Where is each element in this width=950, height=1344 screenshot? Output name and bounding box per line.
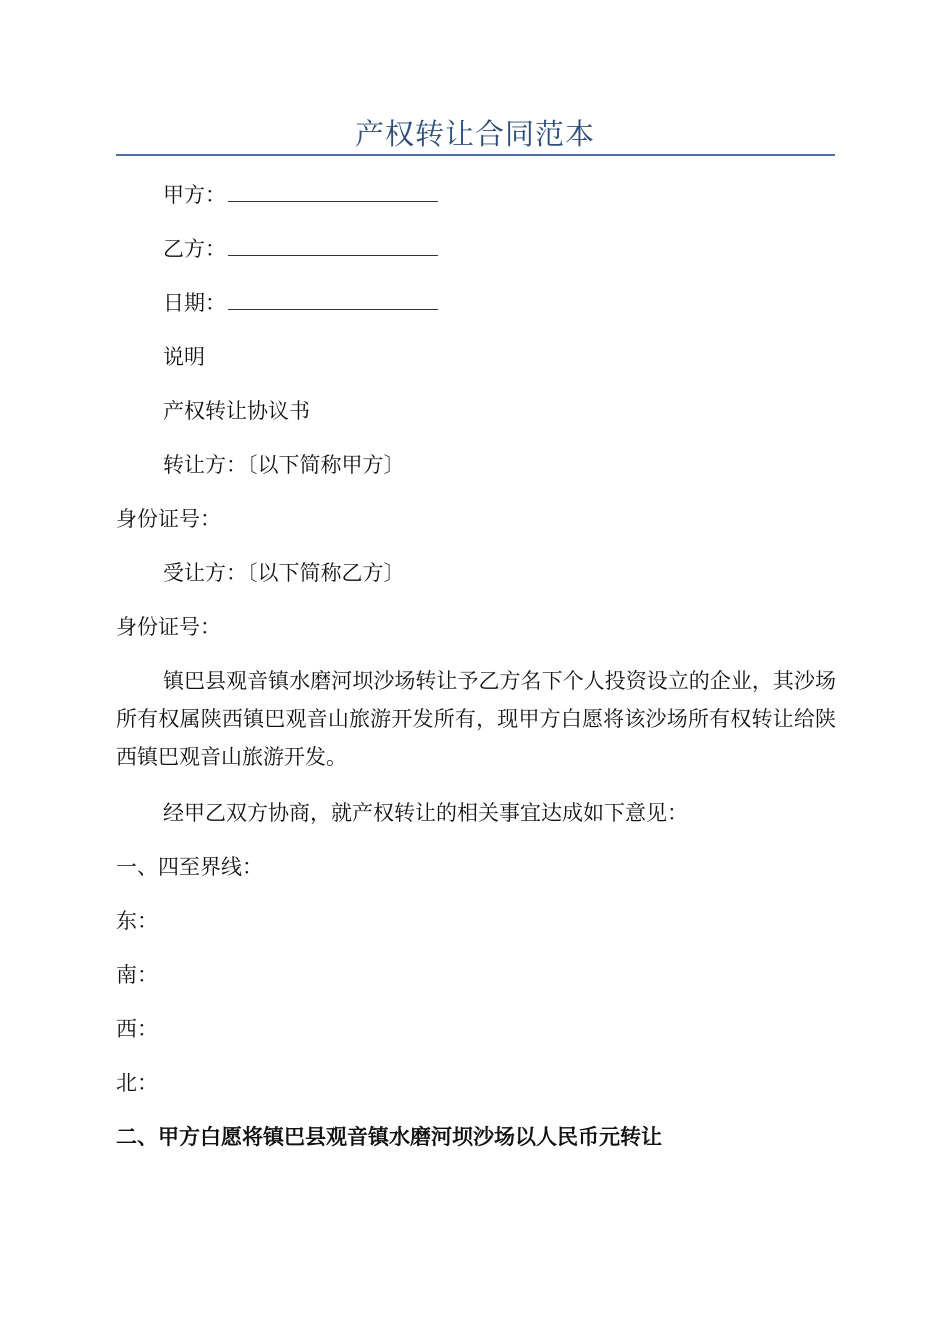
date-field	[163, 288, 438, 318]
party-b-label: 乙方：	[163, 237, 226, 261]
party-b-field	[163, 234, 438, 264]
party-a-blank	[228, 183, 438, 202]
boundary-east: 东：	[116, 909, 158, 933]
document-title: 产权转让合同范本	[354, 117, 595, 151]
explanation-line: 说明	[163, 345, 205, 369]
transferor-id-line: 身份证号：	[116, 507, 221, 531]
party-a-label: 甲方：	[163, 183, 226, 207]
paragraph-transfer-description: 镇巴县观音镇水磨河坝沙场转让予乙方名下个人投资设立的企业，其沙场所有权属陕西镇巴观音山旅游开发所有，现甲方白愿将该沙场所有权转让给陕西镇巴观音山旅游开发。	[116, 669, 836, 769]
boundary-south: 南：	[116, 963, 158, 987]
transferee-id-line: 身份证号：	[116, 615, 221, 639]
boundary-west: 西：	[116, 1017, 158, 1041]
transferee-line: 受让方：〔以下简称乙方〕	[163, 561, 405, 585]
paragraph-agreement-intro: 经甲乙双方协商，就产权转让的相关事宜达成如下意见：	[163, 801, 688, 825]
agreement-title-line: 产权转让协议书	[163, 399, 310, 423]
transferor-line: 转让方：〔以下简称甲方〕	[163, 453, 405, 477]
section-2-heading: 二、甲方白愿将镇巴县观音镇水磨河坝沙场以人民币元转让	[116, 1124, 662, 1149]
date-label: 日期：	[163, 291, 226, 315]
title-underline	[116, 154, 835, 156]
party-b-blank	[228, 237, 438, 256]
boundary-north: 北：	[116, 1071, 158, 1095]
section-1-heading: 一、四至界线：	[116, 855, 263, 879]
date-blank	[228, 291, 438, 310]
party-a-field	[163, 180, 438, 210]
